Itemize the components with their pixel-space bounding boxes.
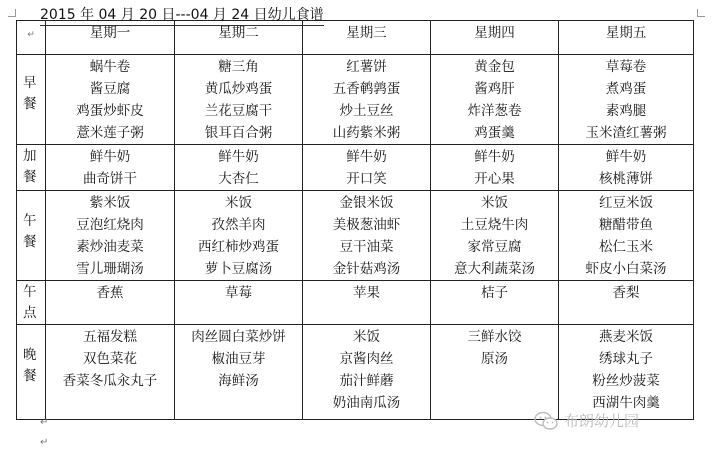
dish-item: 虾皮小白菜汤 — [585, 261, 667, 277]
corner-mark-right — [697, 9, 705, 17]
dish-item: 家常豆腐 — [467, 239, 522, 255]
menu-table — [16, 20, 694, 420]
dish-cell — [303, 145, 431, 191]
dish-item: 豆干油菜 — [339, 239, 394, 255]
dish-item: 炒土豆丝 — [339, 103, 394, 119]
meal-row-dinner — [17, 325, 694, 420]
meal-char: 点 — [23, 305, 37, 321]
dish-item: 炸洋葱卷 — [467, 103, 522, 119]
header-cell: 星期三 — [303, 21, 431, 55]
dish-item: 意大利蔬菜汤 — [454, 261, 535, 277]
dish-item: 兰花豆腐干 — [204, 103, 273, 119]
dish-item: 绣球丸子 — [599, 351, 653, 367]
dish-item: 糖醋带鱼 — [599, 217, 653, 233]
dish-item: 西湖牛肉羹 — [592, 395, 660, 411]
header-cell: 星期一 — [46, 21, 175, 55]
paragraph-mark: ↵ — [40, 437, 49, 448]
dish-item: 薏米莲子粥 — [76, 125, 144, 141]
dish-item: 蜗牛卷 — [89, 59, 131, 75]
dish-cell — [559, 191, 694, 281]
dish-item: 奶油南瓜汤 — [332, 395, 401, 411]
meal-label — [17, 191, 46, 281]
dish-item: 核桃薄饼 — [599, 171, 653, 187]
dish-cell — [175, 145, 303, 191]
dish-cell — [303, 281, 431, 325]
dish-item: 椒油豆芽 — [211, 351, 266, 367]
dish-item: 黄金包 — [474, 59, 515, 75]
dish-item: 孜然羊肉 — [211, 217, 266, 233]
dish-item: 银耳百合粥 — [204, 125, 273, 141]
dish-item: 开口笑 — [346, 171, 387, 187]
dish-item: 鲜牛奶 — [218, 149, 259, 165]
dish-item: 鲜牛奶 — [605, 149, 647, 165]
header-cell: 星期五 — [559, 21, 694, 55]
dish-item: 香梨 — [612, 285, 640, 301]
dish-item: 原汤 — [481, 351, 508, 367]
dish-item: 紫米饭 — [89, 195, 131, 211]
header-cell: 星期四 — [431, 21, 559, 55]
dish-cell — [46, 145, 175, 191]
dish-item: 金银米饭 — [339, 195, 394, 211]
dish-cell — [175, 325, 303, 420]
dish-item: 苹果 — [353, 285, 380, 301]
dish-item: 大杏仁 — [218, 171, 259, 187]
dish-item: 雪儿珊瑚汤 — [76, 261, 144, 277]
dish-cell — [175, 191, 303, 281]
dish-item: 米饭 — [353, 329, 380, 345]
dish-item: 土豆烧牛肉 — [460, 217, 529, 233]
dish-item: 肉丝圆白菜炒饼 — [191, 329, 286, 345]
dish-item: 海鲜汤 — [218, 373, 259, 389]
meal-char: 午 — [23, 284, 37, 300]
dish-cell — [303, 325, 431, 420]
dish-cell — [175, 281, 303, 325]
dish-cell — [46, 281, 175, 325]
dish-item: 西红柿炒鸡蛋 — [198, 239, 279, 255]
dish-item: 煮鸡蛋 — [605, 81, 647, 97]
dish-item: 三鲜水饺 — [467, 329, 522, 345]
dish-item: 松仁玉米 — [599, 239, 653, 255]
dish-cell — [431, 281, 559, 325]
dish-item: 鸡蛋羹 — [474, 125, 515, 141]
dish-cell — [431, 55, 559, 145]
dish-item: 鲜牛奶 — [89, 149, 131, 165]
meal-row-afternoon — [17, 281, 694, 325]
meal-char: 餐 — [23, 234, 37, 250]
dish-cell — [431, 191, 559, 281]
corner-cell — [17, 21, 46, 55]
header-row — [17, 21, 694, 55]
meal-label — [17, 325, 46, 420]
meal-char: 加 — [23, 148, 37, 164]
meal-label — [17, 55, 46, 145]
dish-cell — [559, 281, 694, 325]
dish-item: 五福发糕 — [83, 329, 137, 345]
watermark-text: 布朗幼儿园 — [564, 412, 640, 430]
dish-item: 金针菇鸡汤 — [332, 261, 401, 277]
dish-item: 开心果 — [474, 171, 515, 187]
meal-row-lunch — [17, 191, 694, 281]
page-title: 2015 年 04 月 20 日---04 月 24 日幼儿食谱 — [40, 4, 324, 26]
dish-item: 燕麦米饭 — [599, 329, 653, 345]
dish-item: 玉米渣红薯粥 — [585, 125, 667, 141]
dish-item: 草莓 — [225, 285, 252, 301]
dish-cell — [303, 191, 431, 281]
dish-cell — [175, 55, 303, 145]
dish-item: 红豆米饭 — [599, 195, 653, 211]
meal-char: 晚 — [23, 347, 37, 363]
paragraph-mark: ↵ — [40, 417, 49, 428]
dish-item: 双色菜花 — [83, 351, 137, 367]
dish-item: 山药紫米粥 — [332, 125, 401, 141]
meal-row-breakfast — [17, 55, 694, 145]
dish-item: 桔子 — [481, 285, 508, 301]
meal-char: 早 — [23, 75, 37, 91]
dish-item: 米饭 — [481, 195, 508, 211]
dish-item: 米饭 — [225, 195, 252, 211]
dish-cell — [559, 325, 694, 420]
dish-item: 素鸡腿 — [605, 103, 647, 119]
meal-char: 午 — [23, 213, 37, 229]
dish-cell — [46, 55, 175, 145]
meal-row-snack — [17, 145, 694, 191]
dish-cell — [46, 191, 175, 281]
dish-item: 酱豆腐 — [89, 81, 131, 97]
dish-item: 京酱肉丝 — [339, 351, 394, 367]
dish-item: 萝卜豆腐汤 — [204, 261, 273, 277]
dish-item: 鲜牛奶 — [346, 149, 387, 165]
dish-cell — [431, 145, 559, 191]
dish-item: 素炒油麦菜 — [76, 239, 144, 255]
meal-label — [17, 281, 46, 325]
dish-item: 曲奇饼干 — [83, 171, 137, 187]
meal-char: 餐 — [23, 96, 37, 112]
paragraph-mark: ↵ — [27, 30, 35, 40]
dish-item: 香蕉 — [96, 285, 124, 301]
dish-item: 黄瓜炒鸡蛋 — [204, 81, 273, 97]
meal-char: 餐 — [23, 368, 37, 384]
dish-item: 酱鸡肝 — [474, 81, 515, 97]
dish-item: 红薯饼 — [346, 59, 387, 75]
meal-char: 餐 — [23, 169, 37, 185]
dish-item: 香菜冬瓜汆丸子 — [62, 373, 158, 389]
meal-label — [17, 145, 46, 191]
dish-item: 美极葱油虾 — [332, 217, 401, 233]
dish-cell — [559, 145, 694, 191]
dish-item: 五香鹌鹑蛋 — [332, 81, 401, 97]
dish-item: 粉丝炒菠菜 — [592, 373, 660, 389]
dish-item: 糖三角 — [218, 59, 259, 75]
dish-item: 豆泡红烧肉 — [76, 217, 144, 233]
dish-cell — [46, 325, 175, 420]
header-cell: 星期二 — [175, 21, 303, 55]
dish-cell — [303, 55, 431, 145]
corner-mark-left — [8, 9, 16, 17]
dish-cell — [559, 55, 694, 145]
dish-item: 草莓卷 — [605, 59, 647, 75]
dish-item: 鲜牛奶 — [474, 149, 515, 165]
dish-item: 鸡蛋炒虾皮 — [76, 103, 144, 119]
wechat-icon — [534, 411, 558, 431]
dish-cell — [431, 325, 559, 420]
dish-item: 茄汁鲜蘑 — [339, 373, 394, 389]
watermark — [534, 410, 639, 431]
